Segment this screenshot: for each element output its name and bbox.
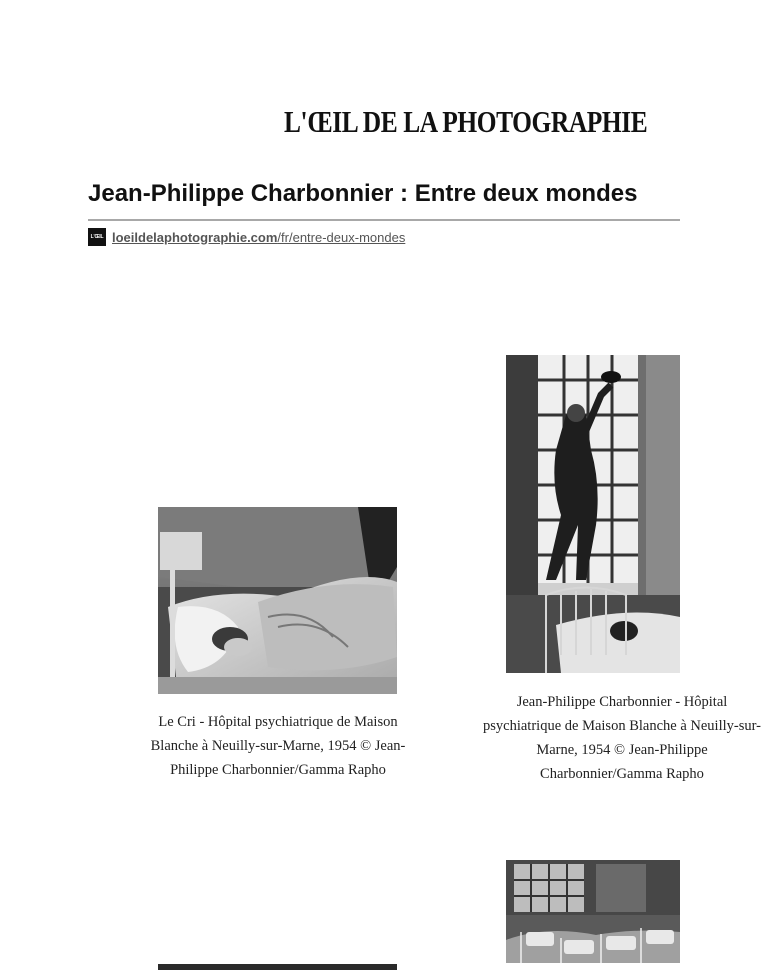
photo-caption-window xyxy=(462,690,782,786)
caption-line: Le Cri - Hôpital psychiatrique de Maison xyxy=(158,714,398,730)
site-favicon-icon: L'ŒIL xyxy=(88,228,106,246)
title-divider xyxy=(88,219,680,221)
caption-line: Philippe Charbonnier/Gamma Rapho xyxy=(170,762,386,778)
photo-dormitory xyxy=(506,860,680,963)
source-url-link[interactable] xyxy=(112,230,405,245)
source-link-row[interactable] xyxy=(88,227,405,247)
article-title: Jean-Philippe Charbonnier : Entre deux mondes xyxy=(88,180,638,207)
photo-window-climber-image xyxy=(506,355,680,673)
photo-le-cri xyxy=(158,507,397,694)
photo-caption-le-cri xyxy=(118,710,438,782)
site-masthead: L'ŒIL DE LA PHOTOGRAPHIE xyxy=(284,104,648,139)
caption-line: Charbonnier/Gamma Rapho xyxy=(540,766,704,782)
photo-le-cri-image xyxy=(158,507,397,694)
caption-line: Blanche à Neuilly-sur-Marne, 1954 © Jean- xyxy=(150,738,406,754)
caption-line: Marne, 1954 © Jean-Philippe xyxy=(536,742,708,758)
photo-dormitory-image xyxy=(506,860,680,963)
source-domain: loeildelaphotographie.com xyxy=(112,229,278,245)
photo-bottom-left-image xyxy=(158,964,397,970)
photo-bottom-left xyxy=(158,957,397,963)
caption-line: Jean-Philippe Charbonnier - Hôpital xyxy=(516,694,728,710)
photo-window-climber xyxy=(506,355,680,673)
caption-line: psychiatrique de Maison Blanche à Neuilly-sur- xyxy=(483,718,761,734)
source-path: /fr/entre-deux-mondes xyxy=(277,229,406,245)
